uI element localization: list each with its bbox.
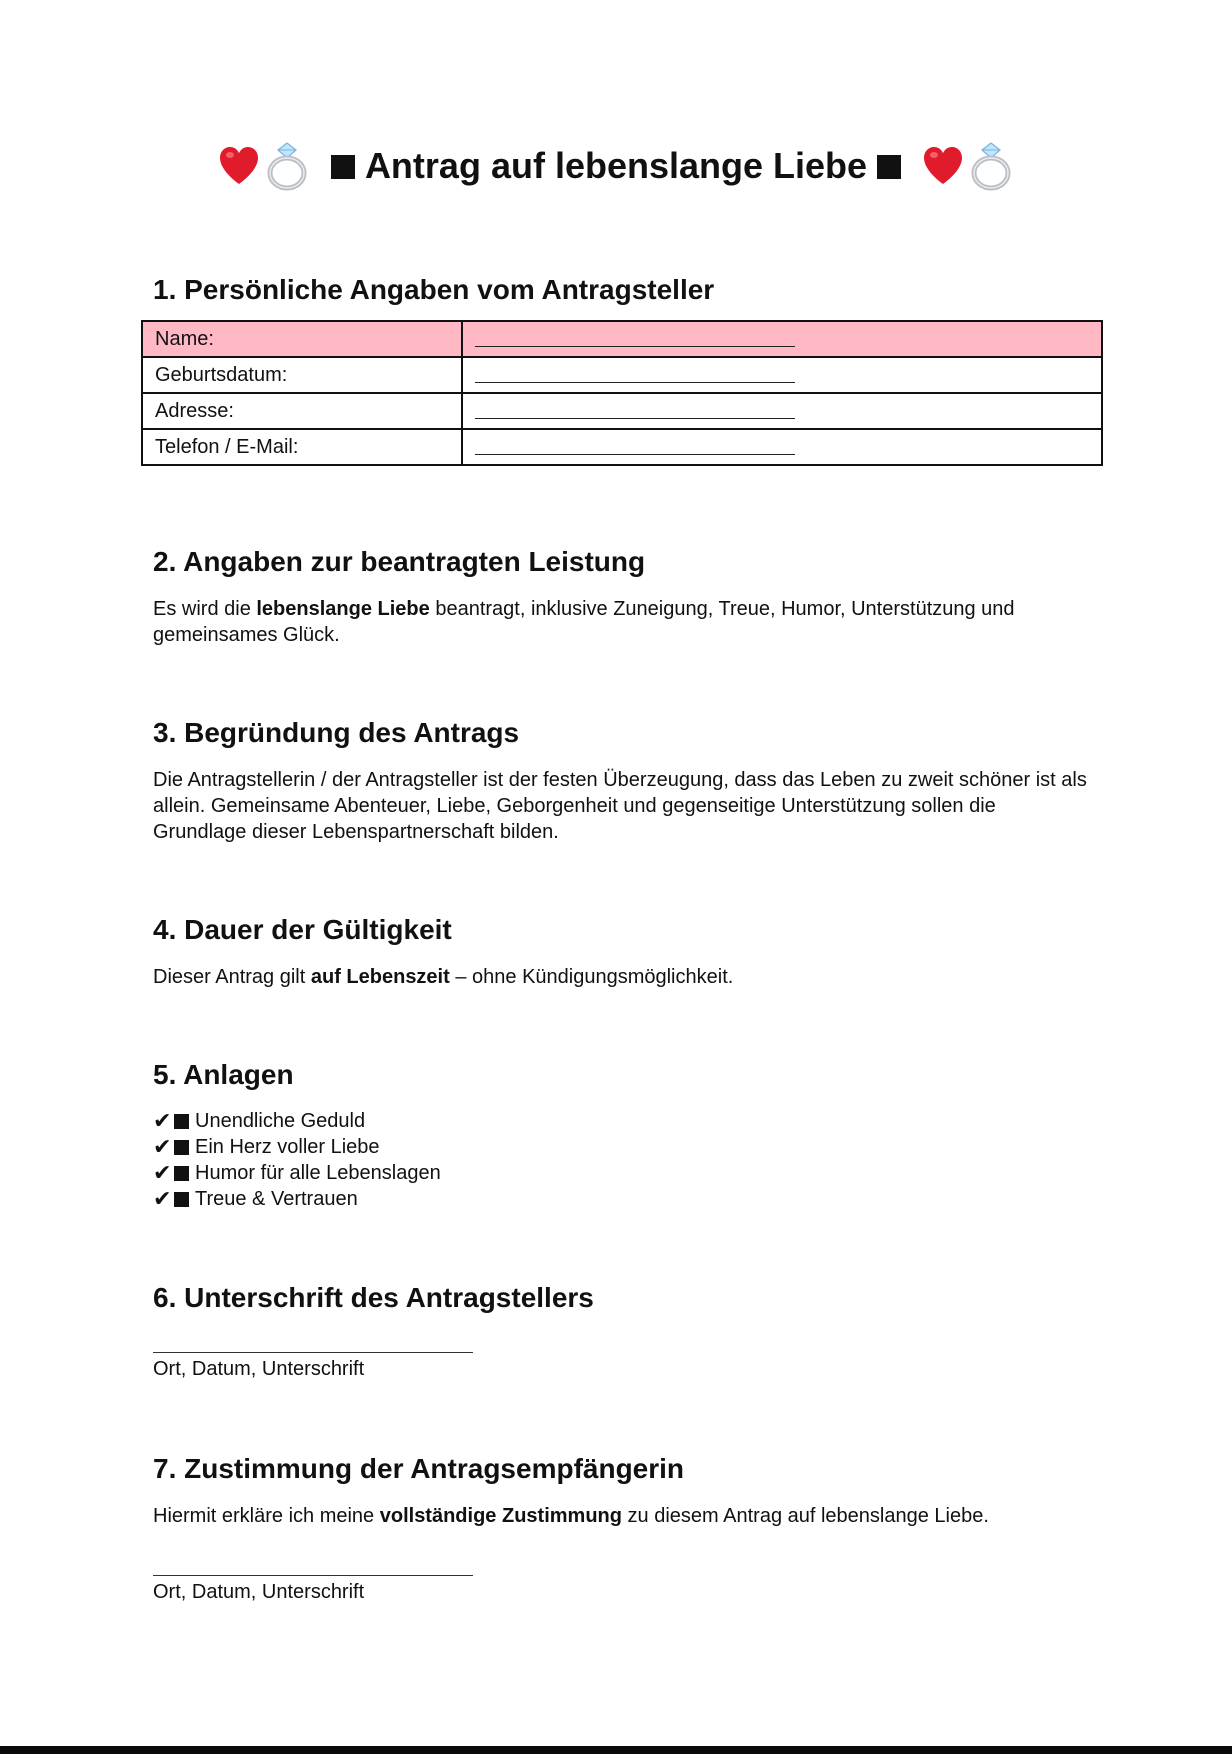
square-icon (174, 1114, 189, 1129)
contact-field[interactable] (462, 429, 1102, 465)
text-segment: zu diesem Antrag auf lebenslange Liebe. (621, 1505, 989, 1527)
bold-segment: lebenslange Liebe (256, 598, 430, 620)
fill-line (475, 368, 795, 383)
square-icon (331, 155, 355, 179)
list-item (153, 1108, 441, 1134)
check-icon: ✔ (153, 1186, 172, 1211)
heart-icon (921, 144, 965, 188)
square-icon (174, 1166, 189, 1181)
page-bottom-bar (0, 1746, 1232, 1754)
fill-line (475, 332, 795, 347)
signature-line[interactable] (153, 1352, 473, 1353)
title-emoji-left (217, 141, 311, 191)
section-6-heading: 6. Unterschrift des Antragstellers (153, 1282, 594, 1313)
document-title (0, 136, 1232, 196)
text-segment: Es wird die (153, 598, 257, 620)
list-item (153, 1160, 441, 1186)
contact-label: Telefon / E-Mail: (142, 429, 462, 465)
square-icon (174, 1192, 189, 1207)
table-row (142, 429, 1102, 465)
title-text: Antrag auf lebenslange Liebe (364, 145, 868, 186)
text-segment: Hiermit erkläre ich meine (153, 1505, 380, 1527)
signature-caption: Ort, Datum, Unterschrift (153, 1358, 365, 1380)
text-segment: – ohne Kündigungsmöglichkeit. (449, 966, 734, 988)
list-item (153, 1186, 441, 1212)
text-segment: beantragt, inklusive Zuneigung, Treue, Humor, Unterstützung und gemeinsames Glück. (153, 598, 1015, 646)
check-icon: ✔ (153, 1134, 172, 1159)
section-4-heading: 4. Dauer der Gültigkeit (153, 914, 452, 945)
signature-line[interactable] (153, 1575, 473, 1576)
bold-segment: auf Lebenszeit (310, 966, 450, 988)
section-4-text (153, 964, 1093, 990)
heart-icon (217, 144, 261, 188)
bold-segment: vollständige Zustimmung (379, 1505, 622, 1527)
table-row (142, 321, 1102, 357)
text-segment: Dieser Antrag gilt (153, 966, 311, 988)
name-field[interactable] (462, 321, 1102, 357)
attachments-list (153, 1108, 441, 1212)
ring-icon (263, 141, 311, 191)
section-1-heading: 1. Persönliche Angaben vom Antragsteller (153, 274, 715, 305)
personal-info-table (141, 320, 1103, 466)
section-2-text (153, 596, 1093, 648)
section-3-text: Die Antragstellerin / der Antragsteller ist der festen Überzeugung, dass das Leben zu zweit schöner ist als allein. Gemeinsame Abenteuer, Liebe, Geborgenheit und gegenseitige Unterstützung sollen die Grundlage dieser Lebenspartnerschaft bilden. (153, 769, 1087, 843)
table-row (142, 357, 1102, 393)
check-icon: ✔ (153, 1160, 172, 1185)
section-2-heading: 2. Angaben zur beantragten Leistung (153, 546, 646, 577)
title-emoji-right (921, 141, 1015, 191)
birthdate-label: Geburtsdatum: (142, 357, 462, 393)
birthdate-field[interactable] (462, 357, 1102, 393)
address-label: Adresse: (142, 393, 462, 429)
address-field[interactable] (462, 393, 1102, 429)
list-item (153, 1134, 441, 1160)
section-7-text (153, 1503, 1093, 1529)
fill-line (475, 440, 795, 455)
section-5-heading: 5. Anlagen (153, 1059, 294, 1090)
list-item-label: Unendliche Geduld (195, 1110, 366, 1132)
square-icon (174, 1140, 189, 1155)
section-3-heading: 3. Begründung des Antrags (153, 717, 520, 748)
signature-caption: Ort, Datum, Unterschrift (153, 1581, 365, 1603)
square-icon (877, 155, 901, 179)
list-item-label: Humor für alle Lebenslagen (195, 1162, 441, 1184)
section-7-heading: 7. Zustimmung der Antragsempfängerin (153, 1453, 685, 1484)
fill-line (475, 404, 795, 419)
list-item-label: Ein Herz voller Liebe (195, 1136, 380, 1158)
ring-icon (967, 141, 1015, 191)
table-row (142, 393, 1102, 429)
name-label: Name: (142, 321, 462, 357)
list-item-label: Treue & Vertrauen (195, 1188, 358, 1210)
check-icon: ✔ (153, 1108, 172, 1133)
